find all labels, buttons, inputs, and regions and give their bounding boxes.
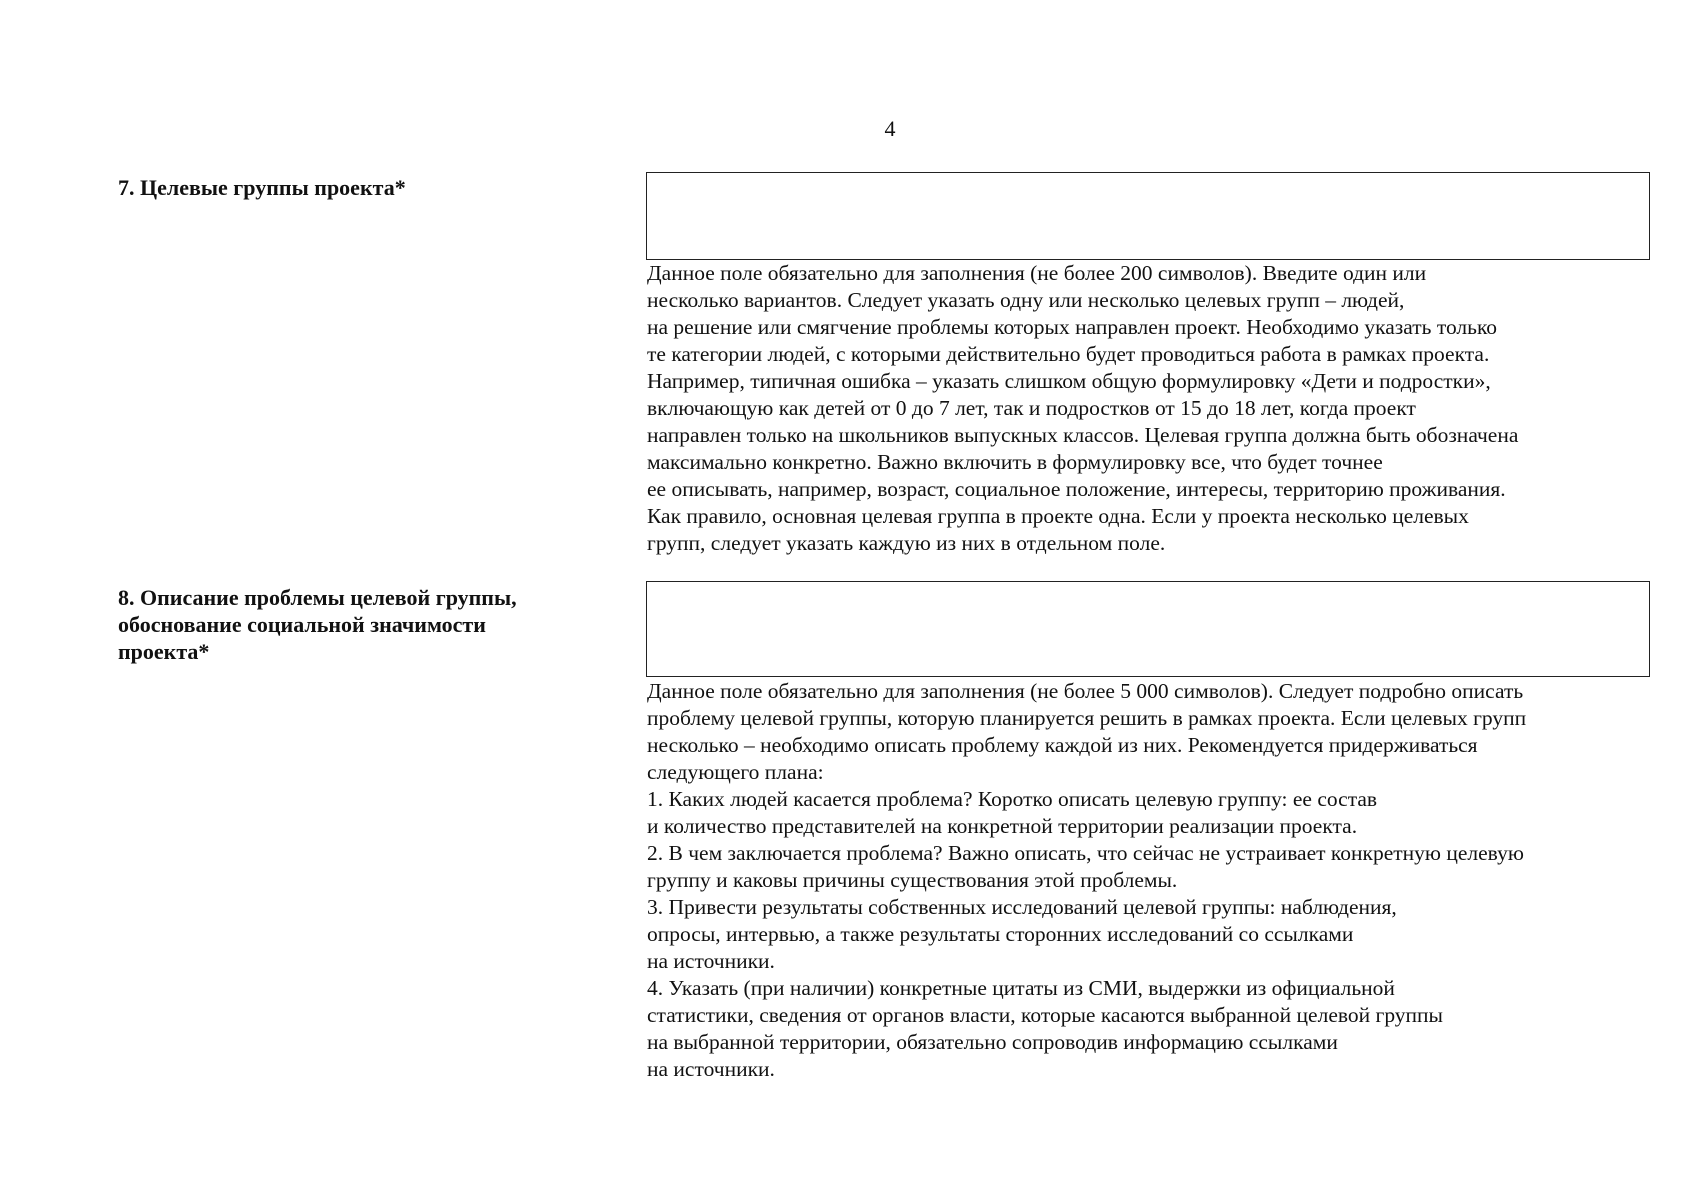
- help-line: и количество представителей на конкретной территории реализации проекта.: [647, 814, 1358, 838]
- problem-description-input[interactable]: [646, 581, 1650, 677]
- problem-description-help-text: [647, 678, 1677, 1083]
- help-line: статистики, сведения от органов власти, которые касаются выбранной целевой группы: [647, 1003, 1444, 1027]
- help-line: те категории людей, с которыми действительно будет проводиться работа в рамках проекта.: [647, 342, 1490, 366]
- help-line: 1. Каких людей касается проблема? Коротко описать целевую группу: ее состав: [647, 787, 1378, 811]
- help-line: групп, следует указать каждую из них в отдельном поле.: [647, 531, 1166, 555]
- field-label-problem-description: [118, 584, 588, 665]
- help-line: несколько – необходимо описать проблему каждой из них. Рекомендуется придерживаться: [647, 733, 1478, 757]
- label-line: проекта*: [118, 639, 210, 664]
- help-line: Как правило, основная целевая группа в проекте одна. Если у проекта несколько целевых: [647, 504, 1469, 528]
- help-line: направлен только на школьников выпускных классов. Целевая группа должна быть обозначена: [647, 423, 1519, 447]
- help-line: 2. В чем заключается проблема? Важно описать, что сейчас не устраивает конкретную целевую: [647, 841, 1524, 865]
- help-line: Данное поле обязательно для заполнения (не более 200 символов). Введите один или: [647, 261, 1427, 285]
- page-number: 4: [884, 116, 896, 141]
- label-line: обоснование социальной значимости: [118, 612, 486, 637]
- help-line: Например, типичная ошибка – указать слишком общую формулировку «Дети и подростки»,: [647, 369, 1491, 393]
- help-line: Данное поле обязательно для заполнения (не более 5 000 символов). Следует подробно описать: [647, 679, 1524, 703]
- help-line: 3. Привести результаты собственных исследований целевой группы: наблюдения,: [647, 895, 1397, 919]
- help-line: на решение или смягчение проблемы которых направлен проект. Необходимо указать только: [647, 315, 1498, 339]
- target-groups-input[interactable]: [646, 172, 1650, 260]
- help-line: опросы, интервью, а также результаты сторонних исследований со ссылками: [647, 922, 1354, 946]
- target-groups-help-text: [647, 260, 1677, 557]
- help-line: ее описывать, например, возраст, социальное положение, интересы, территорию проживания.: [647, 477, 1506, 501]
- help-line: на источники.: [647, 949, 775, 973]
- label-line: 8. Описание проблемы целевой группы,: [118, 585, 517, 610]
- help-line: следующего плана:: [647, 760, 824, 784]
- help-line: проблему целевой группы, которую планируется решить в рамках проекта. Если целевых групп: [647, 706, 1527, 730]
- help-line: несколько вариантов. Следует указать одну или несколько целевых групп – людей,: [647, 288, 1405, 312]
- help-line: на выбранной территории, обязательно сопроводив информацию ссылками: [647, 1030, 1338, 1054]
- help-line: на источники.: [647, 1057, 775, 1081]
- help-line: 4. Указать (при наличии) конкретные цитаты из СМИ, выдержки из официальной: [647, 976, 1395, 1000]
- help-line: максимально конкретно. Важно включить в формулировку все, что будет точнее: [647, 450, 1383, 474]
- help-line: включающую как детей от 0 до 7 лет, так и подростков от 15 до 18 лет, когда проект: [647, 396, 1416, 420]
- field-label-target-groups: 7. Целевые группы проекта*: [118, 175, 406, 200]
- help-line: группу и каковы причины существования этой проблемы.: [647, 868, 1178, 892]
